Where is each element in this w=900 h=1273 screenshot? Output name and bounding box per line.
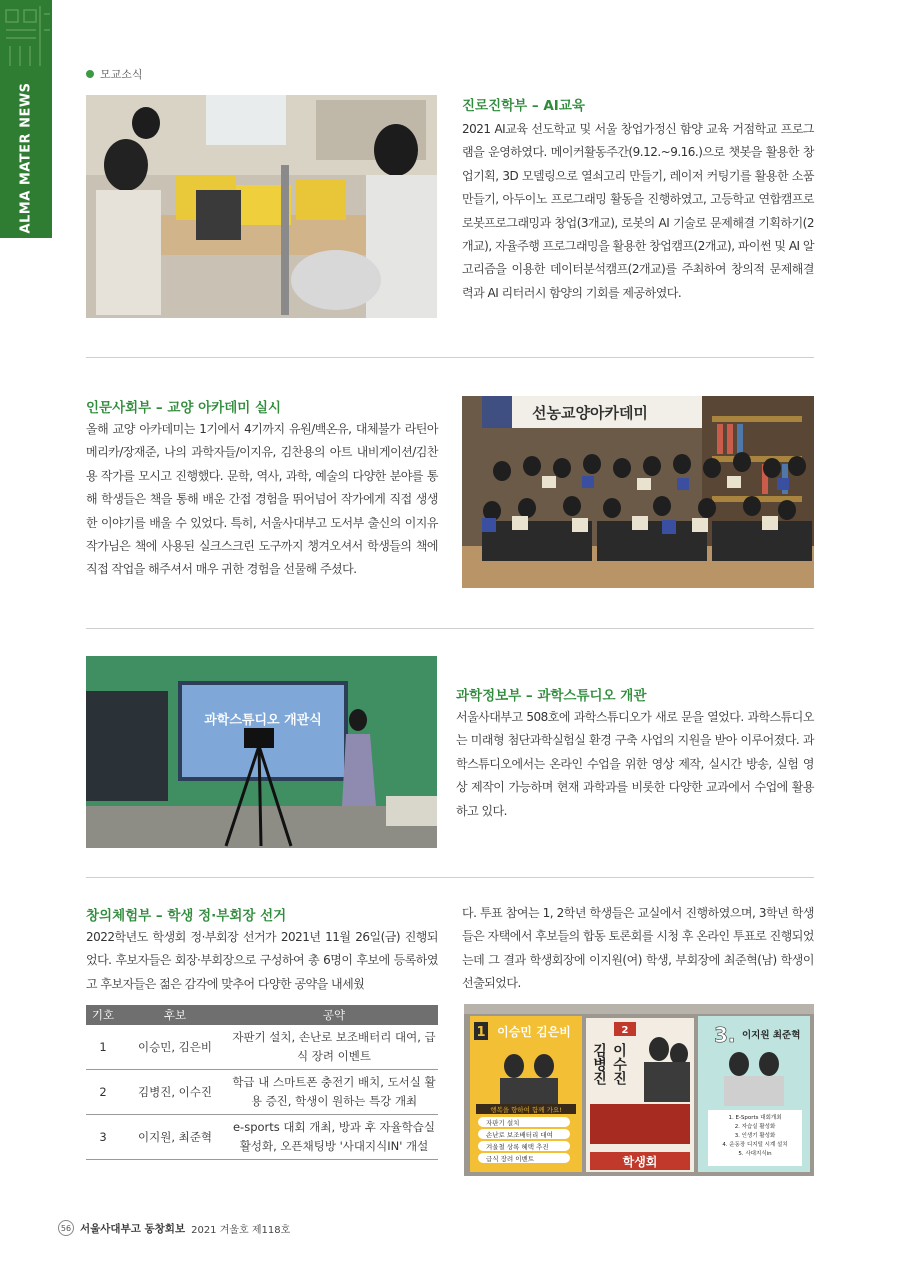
section-title-ai: 진로진학부 – AI교육 [462,98,585,114]
section-title-academy: 인문사회부 – 교양 아카데미 실시 [86,400,282,416]
candidate-number: 2 [86,1070,120,1115]
section-title-studio: 과학정보부 – 과학스튜디오 개관 [456,688,647,704]
science-studio-photo [86,656,437,848]
poster-3-item: 2. 자습실 활성화 [734,1124,776,1130]
page-number: 56 [58,1220,74,1236]
issue-label: 2021 겨울호 제118호 [191,1224,291,1236]
election-posters-photo [464,1004,814,1176]
academy-group-photo [462,396,814,588]
page-footer [58,1220,290,1236]
poster-1-slogan: 행복을 향하여 함께 가요! [490,1106,562,1114]
poster-2-name-left: 김병진 [591,1043,607,1085]
candidate-pledge: e-sports 대회 개최, 방과 후 자율학습실 활성화, 오픈채팅방 '사대지식IN' 개설 [230,1115,438,1160]
poster-2 [586,1018,694,1172]
poster-1-names: 이승민 김은비 [497,1025,571,1039]
ai-education-photo [86,95,437,318]
academy-banner-text: 선농교양아카데미 [532,404,648,422]
decorative-pattern-icon [0,0,52,80]
poster-1-item: 급식 장려 이벤트 [486,1155,535,1163]
candidate-names: 이지원, 최준혁 [120,1115,230,1160]
section-divider [86,628,814,629]
poster-2-footer: 학생회 [622,1155,658,1169]
candidate-pledge: 자판기 설치, 손난로 보조배터리 대여, 급식 장려 이벤트 [230,1025,438,1070]
poster-1-item: 겨울철 상록 혜택 추진 [486,1143,549,1151]
candidates-table [86,1005,438,1160]
candidate-names: 김병진, 이수진 [120,1070,230,1115]
breadcrumb-label: 모교소식 [100,68,143,81]
poster-3-names: 이지원 최준혁 [742,1030,801,1041]
section-body-academy: 올해 교양 아카데미는 1기에서 4기까지 유원/백온유, 대체불가 라틴아메리카/장재준, 나의 과학자들/이지유, 김찬용의 아트 내비게이션/김찬용 작가를 모시고 진행했다. 문학, 역사, 과학, 예술의 다양한 분야를 통해 학생들은 책을 통해 배운 간접 경험을 뛰어넘어 작가에게 직접 생생한 이야기를 배울 수 있었다. 특히, 서울사대부고 도서부 출신의 이지유 작가님은 책에 사용된 실크스크린 도구까지 챙겨오셔서 학생들의 책에 직접 작업을 해주셔서 매우 귀한 경험을 선물해 주셨다. [86,422,438,577]
candidate-pledge: 학급 내 스마트폰 충전기 배치, 도서실 활용 증진, 학생이 원하는 특강 개최 [230,1070,438,1115]
column-header: 기호 [86,1005,120,1025]
table-row [86,1070,438,1115]
section-body-election: 2022학년도 학생회 정·부회장 선거가 2021년 11월 26일(금) 진행되었다. 후보자들은 회장·부회장으로 구성하여 총 6명이 후보에 등록하였고 후보자들은 젊은 감각에 맞추어 다양한 공약을 내세웠 [86,930,438,991]
candidate-number: 1 [86,1025,120,1070]
poster-3 [698,1016,810,1172]
poster-3-item: 4. 운동장 디지털 시계 설치 [722,1142,788,1148]
column-header: 후보 [120,1005,230,1025]
poster-1 [470,1016,582,1172]
poster-3-item: 1. E-Sports 대회개최 [728,1115,782,1121]
side-tab-label: ALMA MATER NEWS [18,82,34,234]
table-row [86,1025,438,1070]
candidate-names: 이승민, 김은비 [120,1025,230,1070]
poster-2-name-right: 이수진 [611,1043,627,1085]
section-divider [86,357,814,358]
poster-1-number: 1 [476,1025,486,1040]
poster-3-item: 5. 사대지식in [738,1151,772,1157]
section-divider [86,877,814,878]
poster-2-number: 2 [621,1025,629,1036]
bullet-dot-icon [86,70,94,78]
candidate-number: 3 [86,1115,120,1160]
poster-1-item: 자판기 설치 [486,1119,520,1127]
section-body-studio: 서울사대부고 508호에 과학스튜디오가 새로 문을 열었다. 과학스튜디오는 미래형 첨단과학실험실 환경 구축 사업의 지원을 받아 이루어졌다. 과학스튜디오에서는 온라인 수업을 위한 영상 제작, 실시간 방송, 실험 영상 제작이 가능하며 현재 과학과를 비롯한 다양한 교과에서 수업에 활용하고 있다. [456,710,814,818]
column-header: 공약 [230,1005,438,1025]
poster-3-number: 3. [714,1023,736,1047]
section-body-election-cont: 다. 투표 참여는 1, 2학년 학생들은 교실에서 진행하였으며, 3학년 학생들은 자택에서 후보들의 합동 토론회를 시청 후 온라인 투표로 진행되었는데 그 결과 학생회장에 이지원(여) 학생, 부회장에 최준혁(남) 학생이 선출되었다. [462,906,814,991]
breadcrumb [86,66,143,82]
section-body-ai: 2021 AI교육 선도학교 및 서울 창업가정신 함양 교육 거점학교 프로그램을 운영하였다. 메이커활동주간(9.12.~9.16.)으로 챗봇을 활용한 창업기획, 3D 모델링으로 열쇠고리 만들기, 레이저 커팅기를 활용한 소품 만들기, 아두이노 프로그래밍 활동을 진행하였고, 고등학교 연합캠프로 로봇프로그래밍과 창업(3개교), 로봇의 AI 기술로 문제해결 기획하기(2개교), 자율주행 프로그래밍을 활용한 창업캠프(2개교), 파이썬 및 AI 알고리즘을 이용한 데이터분석캠프(2개교)를 주최하여 창의적 문제해결력과 AI 리터러시 함양의 기회를 제공하였다. [462,122,814,300]
section-title-election: 창의체험부 – 학생 정·부회장 선거 [86,908,287,924]
poster-1-item: 손난로 보조배터리 대여 [486,1131,553,1139]
side-tab [0,0,52,238]
table-header-row [86,1005,438,1025]
table-row [86,1115,438,1160]
poster-3-item: 3. 인생기 활성화 [734,1133,776,1139]
studio-screen-text: 과학스튜디오 개관식 [204,713,322,728]
publication-name: 서울사대부고 동창회보 [80,1222,186,1235]
